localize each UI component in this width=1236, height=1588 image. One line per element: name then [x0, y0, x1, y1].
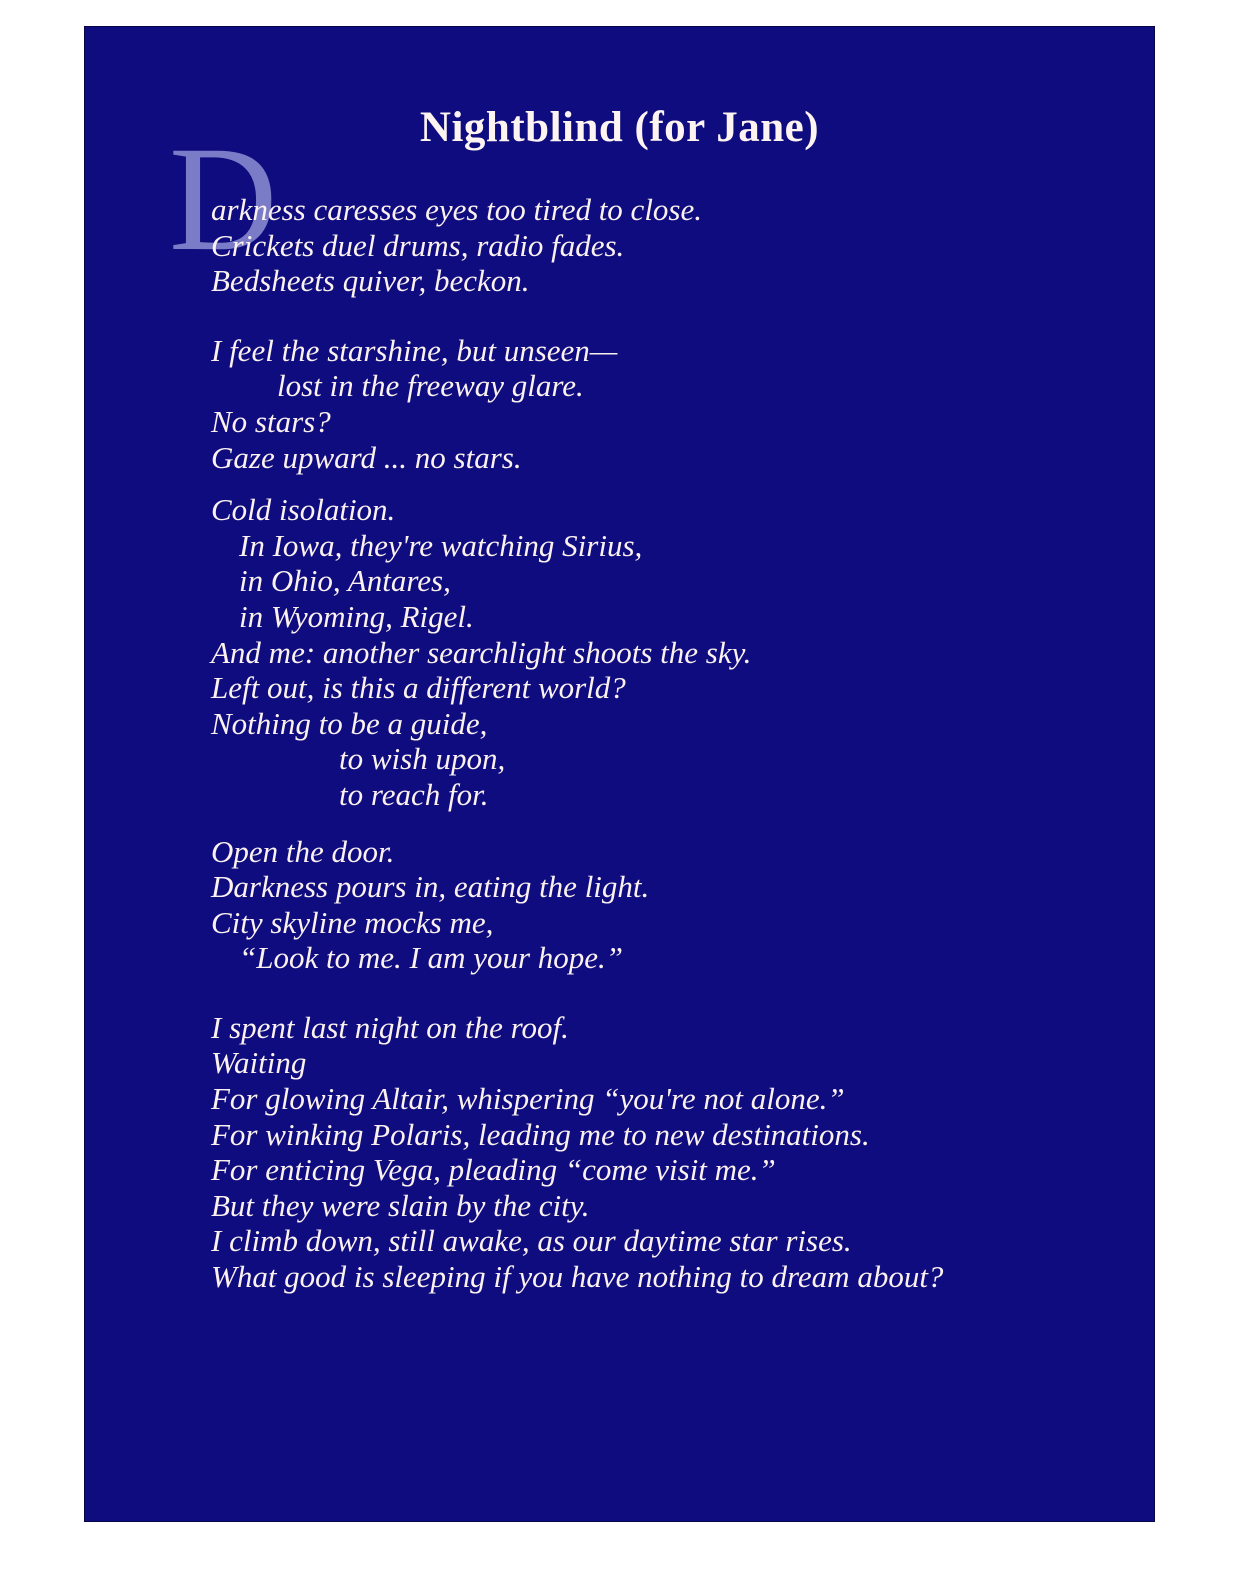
poem-page [84, 26, 1155, 1522]
poem-line: City skyline mocks me, [211, 904, 494, 940]
poem-line: I feel the starshine, but unseen— [211, 332, 618, 368]
poem-line: I spent last night on the roof. [211, 1009, 569, 1045]
poem-line: lost in the freeway glare. [277, 368, 584, 404]
stanza-3 [211, 492, 1141, 812]
poem-line: to reach for. [339, 776, 489, 812]
poem-line: Nothing to be a guide, [211, 705, 488, 741]
poem-line: Waiting [211, 1045, 307, 1081]
poem-line: I climb down, still awake, as our daytime star rises. [211, 1223, 852, 1259]
poem-title: Nightblind (for Jane) [419, 104, 820, 151]
drop-cap: D [169, 116, 278, 282]
stanza-4 [211, 834, 1141, 976]
poem-line: Darkness pours in, eating the light. [211, 869, 650, 905]
poem-line: And me: another searchlight shoots the sky. [211, 634, 752, 670]
stanza-2 [211, 333, 1141, 475]
poem-line: What good is sleeping if you have nothing to dream about? [211, 1259, 944, 1295]
stanza-5 [211, 1010, 1141, 1295]
poem-line: But they were slain by the city. [211, 1187, 590, 1223]
stanza-1 [211, 192, 1141, 299]
poem-line: For enticing Vega, pleading “come visit me.” [211, 1152, 776, 1188]
poem-line: No stars? [211, 403, 331, 439]
poem-line: “Look to me. I am your hope.” [239, 940, 624, 976]
poem-line: in Ohio, Antares, [239, 563, 451, 599]
poem-line: For winking Polaris, leading me to new destinations. [211, 1116, 870, 1152]
poem-line: Open the door. [211, 833, 395, 869]
poem-line: Gaze upward ... no stars. [211, 439, 522, 475]
poem-line: arkness caresses eyes too tired to close. [211, 192, 703, 227]
poem-line: For glowing Altair, whispering “you're not alone.” [211, 1081, 845, 1117]
poem-line: in Wyoming, Rigel. [239, 598, 474, 634]
poem-line: to wish upon, [339, 741, 506, 777]
poem-body [211, 192, 1141, 1295]
poem-line: In Iowa, they're watching Sirius, [239, 527, 643, 563]
poem-line: Bedsheets quiver, beckon. [211, 263, 530, 299]
poem-line: Left out, is this a different world? [211, 670, 626, 706]
poem-line: Crickets duel drums, radio fades. [211, 227, 625, 263]
poem-line: Cold isolation. [211, 492, 396, 528]
